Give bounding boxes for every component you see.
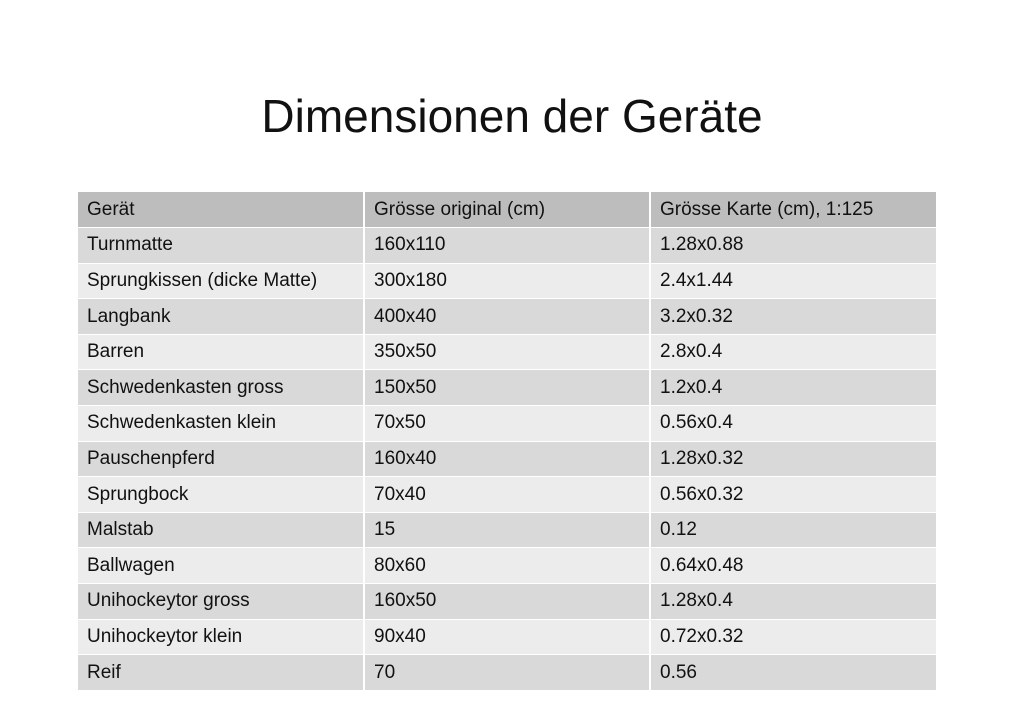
cell-groesse-karte: 2.4x1.44 (650, 263, 936, 299)
cell-groesse-original: 350x50 (364, 334, 650, 370)
table-row (78, 441, 936, 477)
dimensions-table (78, 192, 936, 691)
column-header-geraet: Gerät (78, 192, 364, 228)
column-header-groesse-original: Grösse original (cm) (364, 192, 650, 228)
cell-groesse-original: 160x40 (364, 441, 650, 477)
cell-groesse-original: 90x40 (364, 619, 650, 655)
table-row (78, 584, 936, 620)
table-row (78, 512, 936, 548)
cell-groesse-original: 160x110 (364, 228, 650, 264)
page-title: Dimensionen der Geräte (261, 90, 763, 142)
cell-groesse-original: 400x40 (364, 299, 650, 335)
cell-groesse-karte: 1.28x0.4 (650, 584, 936, 620)
table-row (78, 334, 936, 370)
cell-groesse-karte: 0.56x0.32 (650, 477, 936, 513)
cell-geraet: Pauschenpferd (78, 441, 364, 477)
cell-geraet: Barren (78, 334, 364, 370)
cell-groesse-karte: 1.28x0.88 (650, 228, 936, 264)
cell-geraet: Sprungbock (78, 477, 364, 513)
cell-groesse-karte: 0.64x0.48 (650, 548, 936, 584)
table-body (78, 228, 936, 691)
cell-geraet: Schwedenkasten klein (78, 406, 364, 442)
cell-groesse-original: 160x50 (364, 584, 650, 620)
cell-geraet: Schwedenkasten gross (78, 370, 364, 406)
table-row (78, 263, 936, 299)
table-row (78, 548, 936, 584)
cell-groesse-karte: 0.72x0.32 (650, 619, 936, 655)
cell-groesse-karte: 0.56 (650, 655, 936, 691)
cell-geraet: Sprungkissen (dicke Matte) (78, 263, 364, 299)
cell-groesse-original: 70 (364, 655, 650, 691)
table-row (78, 299, 936, 335)
table-header-row (78, 192, 936, 228)
column-header-groesse-karte: Grösse Karte (cm), 1:125 (650, 192, 936, 228)
table-row (78, 406, 936, 442)
cell-groesse-original: 15 (364, 512, 650, 548)
cell-geraet: Langbank (78, 299, 364, 335)
cell-geraet: Malstab (78, 512, 364, 548)
table-row (78, 655, 936, 691)
table-row (78, 370, 936, 406)
cell-geraet: Reif (78, 655, 364, 691)
cell-groesse-karte: 0.12 (650, 512, 936, 548)
cell-groesse-karte: 1.28x0.32 (650, 441, 936, 477)
cell-groesse-karte: 1.2x0.4 (650, 370, 936, 406)
cell-groesse-original: 70x50 (364, 406, 650, 442)
table-row (78, 619, 936, 655)
cell-groesse-original: 70x40 (364, 477, 650, 513)
cell-groesse-original: 150x50 (364, 370, 650, 406)
cell-groesse-original: 300x180 (364, 263, 650, 299)
cell-geraet: Unihockeytor klein (78, 619, 364, 655)
cell-groesse-karte: 2.8x0.4 (650, 334, 936, 370)
cell-geraet: Turnmatte (78, 228, 364, 264)
cell-groesse-original: 80x60 (364, 548, 650, 584)
table-row (78, 477, 936, 513)
cell-groesse-karte: 3.2x0.32 (650, 299, 936, 335)
cell-groesse-karte: 0.56x0.4 (650, 406, 936, 442)
cell-geraet: Unihockeytor gross (78, 584, 364, 620)
table-row (78, 228, 936, 264)
cell-geraet: Ballwagen (78, 548, 364, 584)
